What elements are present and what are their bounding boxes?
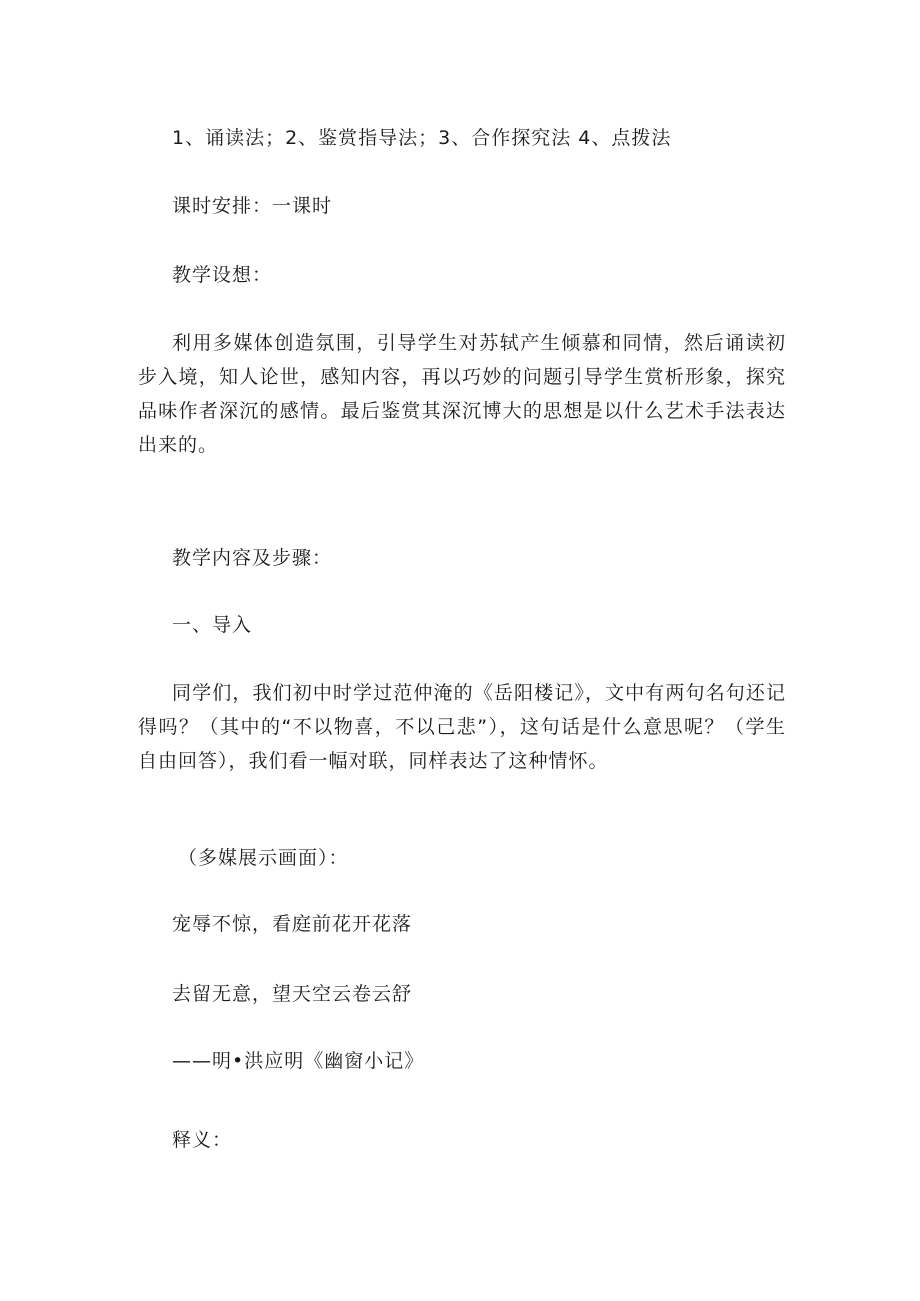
couplet-source: ——明•洪应明《幽窗小记》 — [172, 1050, 425, 1072]
design-paragraph: 利用多媒体创造氛围，引导学生对苏轼产生倾慕和同情，然后诵读初步入境，知人论世，感知内容，再以巧妙的问题引导学生赏析形象，探究品味作者深沉的感情。最后鉴赏其深沉博大的思想是以什么艺术手法表达出来的。 — [138, 332, 786, 456]
intro-paragraph: 同学们，我们初中时学过范仲淹的《岳阳楼记》，文中有两句名句还记得吗？（其中的“不以物喜，不以己悲”），这句话是什么意思呢？（学生自由回答），我们看一幅对联，同样表达了这种情怀。 — [138, 682, 786, 772]
media-note: （多媒展示画面）： — [178, 847, 349, 869]
steps-heading: 教学内容及步骤： — [172, 547, 333, 569]
explanation-heading: 释义： — [172, 1129, 233, 1151]
couplet-line-1: 宠辱不惊，看庭前花开花落 — [172, 913, 413, 935]
teaching-methods: 1、诵读法；2、鉴赏指导法；3、合作探究法 4、点拨法 — [172, 127, 672, 149]
couplet-line-2: 去留无意，望天空云卷云舒 — [172, 983, 413, 1005]
design-heading: 教学设想： — [172, 264, 273, 286]
class-schedule: 课时安排：一课时 — [172, 195, 333, 217]
section-intro-heading: 一、导入 — [172, 614, 253, 636]
